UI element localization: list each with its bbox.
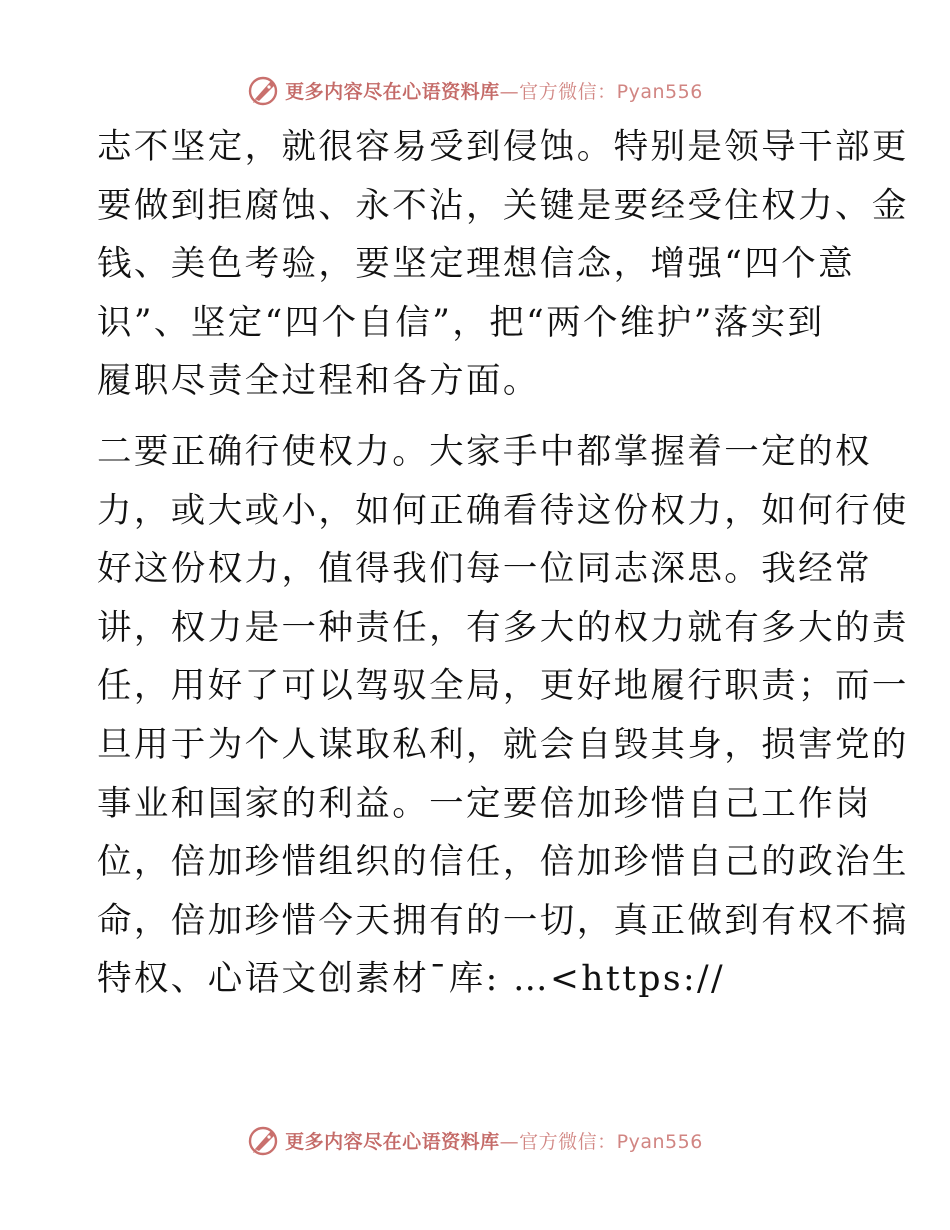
text-line: 好这份权力，值得我们每一位同志深思。我经常: [97, 549, 872, 590]
text-line: 二要正确行使权力。大家手中都掌握着一定的权: [97, 431, 872, 472]
pen-nib-logo-icon: [247, 73, 281, 107]
text-line: 位，倍加珍惜组织的信任，倍加珍惜自己的政治生: [97, 842, 909, 883]
text-line: 命，倍加珍惜今天拥有的一切，真正做到有权不搞: [97, 900, 909, 941]
text-line: 识”、坚定“四个自信”，把“两个维护”落实到: [97, 302, 825, 343]
paragraph-2: [97, 423, 909, 1009]
text-line: 履职尽责全过程和各方面。: [97, 361, 540, 402]
text-line: 任，用好了可以驾驭全局，更好地履行职责；而一: [97, 666, 909, 707]
header-banner-text: [285, 77, 703, 104]
text-line: 钱、美色考验，要坚定理想信念，增强“四个意: [97, 244, 856, 285]
text-line: 特权、心语文创素材¯库: …<https://: [97, 959, 726, 1000]
document-body: [97, 118, 909, 1009]
text-line: 旦用于为个人谋取私利，就会自毁其身，损害党的: [97, 724, 909, 765]
header-banner-tail: —官方微信：Pyan556: [499, 80, 703, 103]
text-line: 志不坚定，就很容易受到侵蚀。特别是领导干部更: [97, 127, 909, 167]
text-line: 力，或大或小，如何正确看待这份权力，如何行使: [97, 490, 909, 531]
footer-banner: [0, 1120, 950, 1160]
paragraph-1: [97, 118, 909, 411]
footer-banner-tail: —官方微信：Pyan556: [499, 1130, 703, 1153]
text-line: 讲，权力是一种责任，有多大的权力就有多大的责: [97, 607, 909, 648]
text-line: 事业和国家的利益。一定要倍加珍惜自己工作岗: [97, 783, 872, 824]
footer-banner-lead: 更多内容尽在心语资料库: [285, 1130, 500, 1153]
pen-nib-logo-icon: [247, 1123, 281, 1157]
footer-banner-text: [285, 1127, 703, 1154]
header-banner: [0, 70, 950, 110]
text-line: 要做到拒腐蚀、永不沾，关键是要经受住权力、金: [97, 185, 909, 226]
header-banner-lead: 更多内容尽在心语资料库: [285, 80, 500, 103]
